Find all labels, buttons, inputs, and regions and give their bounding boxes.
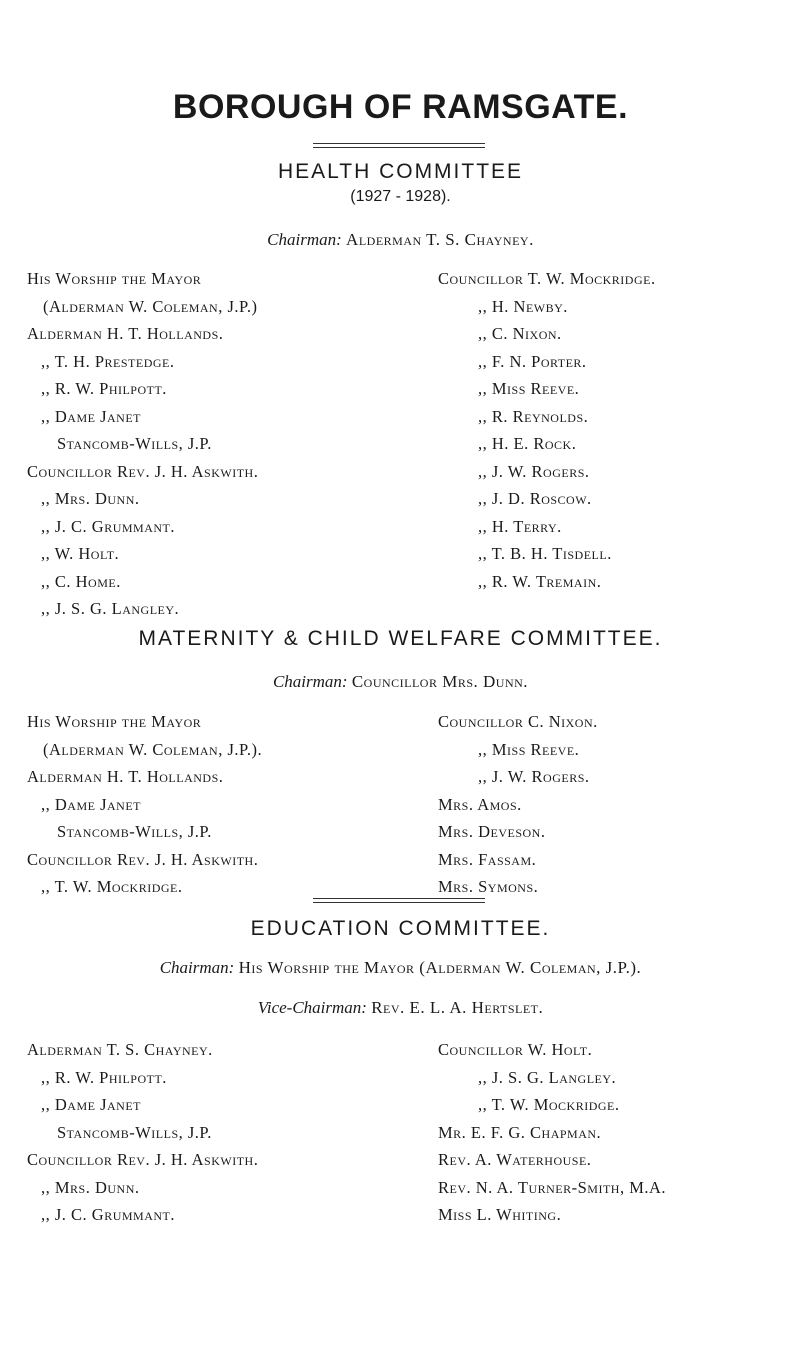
member-entry: ,, R. W. Philpott.	[41, 1067, 167, 1087]
member-entry: Mrs. Amos.	[438, 794, 522, 814]
member-entry: ,, T. B. H. Tisdell.	[478, 544, 612, 563]
chairman-label: Chairman:	[272, 672, 348, 691]
health-committee-years: (1927 - 1928).	[350, 188, 451, 205]
education-committee-heading: EDUCATION COMMITTEE.	[250, 917, 551, 940]
member-entry: (Alderman W. Coleman, J.P.).	[43, 739, 263, 759]
maternity-committee-chairman	[0, 672, 801, 692]
member-entry: ,, T. W. Mockridge.	[41, 877, 183, 896]
member-entry: ,, T. H. Prestedge.	[41, 351, 175, 371]
education-members-right	[438, 1036, 798, 1229]
member-entry: ,, Dame Janet	[41, 406, 141, 426]
member-entry: ,, H. Terry.	[478, 516, 562, 536]
member-entry: Rev. A. Waterhouse.	[438, 1150, 592, 1169]
member-entry: ,, Dame Janet	[41, 794, 141, 814]
vice-chairman-label: Vice-Chairman:	[257, 998, 367, 1017]
member-entry: Mrs. Symons.	[438, 877, 539, 896]
member-entry: ,, R. W. Tremain.	[478, 571, 602, 591]
member-entry: ,, J. D. Roscow.	[478, 489, 592, 508]
chairman-label: Chairman:	[267, 230, 342, 249]
maternity-members-left	[27, 708, 387, 901]
member-entry: Mrs. Deveson.	[438, 822, 546, 841]
member-entry: Stancomb-Wills, J.P.	[57, 434, 212, 453]
member-entry: ,, Dame Janet	[41, 1095, 141, 1114]
member-entry: ,, C. Home.	[41, 571, 121, 591]
member-entry: ,, J. W. Rogers.	[478, 461, 590, 481]
member-entry: Stancomb-Wills, J.P.	[57, 822, 212, 841]
member-entry: Councillor W. Holt.	[438, 1040, 593, 1059]
member-entry: Alderman T. S. Chayney.	[27, 1040, 213, 1059]
education-committee-vice-chairman	[0, 998, 801, 1018]
member-entry: Stancomb-Wills, J.P.	[57, 1122, 212, 1142]
member-entry: His Worship the Mayor	[27, 712, 202, 731]
member-entry: ,, J. C. Grummant.	[41, 516, 176, 536]
member-entry: (Alderman W. Coleman, J.P.)	[43, 296, 258, 316]
member-entry: ,, W. Holt.	[41, 544, 120, 563]
member-entry: Alderman H. T. Hollands.	[27, 767, 224, 786]
member-entry: Mr. E. F. G. Chapman.	[438, 1122, 602, 1142]
member-entry: Alderman H. T. Hollands.	[27, 324, 224, 343]
member-entry: Mrs. Fassam.	[438, 849, 537, 869]
member-entry: ,, R. Reynolds.	[478, 406, 589, 426]
vice-chairman-name: Rev. E. L. A. Hertslet.	[371, 998, 544, 1017]
member-entry: ,, R. W. Philpott.	[41, 379, 167, 398]
member-entry: ,, C. Nixon.	[478, 324, 562, 343]
member-entry: Rev. N. A. Turner-Smith, M.A.	[438, 1177, 667, 1197]
member-entry: Councillor Rev. J. H. Askwith.	[27, 849, 259, 869]
member-entry: ,, J. C. Grummant.	[41, 1205, 176, 1224]
chairman-name: Councillor Mrs. Dunn.	[351, 672, 529, 691]
page-title: BOROUGH OF RAMSGATE.	[172, 88, 629, 126]
member-entry: ,, Miss Reeve.	[478, 379, 580, 398]
member-entry: ,, Mrs. Dunn.	[41, 1177, 140, 1197]
member-entry: Councillor T. W. Mockridge.	[438, 269, 656, 288]
divider	[313, 898, 485, 903]
member-entry: ,, J. W. Rogers.	[478, 767, 590, 786]
chairman-name: His Worship the Mayor (Alderman W. Coleman, J.P.).	[238, 958, 642, 977]
member-entry: Councillor C. Nixon.	[438, 712, 598, 731]
member-entry: ,, H. E. Rock.	[478, 434, 577, 453]
member-entry: Councillor Rev. J. H. Askwith.	[27, 461, 259, 481]
member-entry: ,, H. Newby.	[478, 296, 568, 316]
education-committee-chairman	[0, 958, 801, 978]
member-entry: His Worship the Mayor	[27, 269, 202, 288]
member-entry: ,, J. S. G. Langley.	[41, 599, 180, 618]
member-entry: ,, J. S. G. Langley.	[478, 1067, 617, 1087]
member-entry: Miss L. Whiting.	[438, 1205, 562, 1224]
education-members-left	[27, 1036, 387, 1229]
divider	[313, 143, 485, 148]
member-entry: ,, Mrs. Dunn.	[41, 489, 140, 508]
maternity-committee-heading: MATERNITY & CHILD WELFARE COMMITTEE.	[138, 627, 663, 650]
member-entry: Councillor Rev. J. H. Askwith.	[27, 1150, 259, 1169]
maternity-members-right	[438, 708, 798, 901]
chairman-name: Alderman T. S. Chayney.	[346, 230, 534, 249]
health-committee-heading: HEALTH COMMITTEE	[277, 160, 524, 183]
member-entry: ,, F. N. Porter.	[478, 351, 587, 371]
health-members-left	[27, 265, 387, 623]
chairman-label: Chairman:	[159, 958, 235, 977]
health-members-right	[438, 265, 798, 595]
health-committee-chairman	[0, 230, 801, 250]
member-entry: ,, T. W. Mockridge.	[478, 1095, 620, 1114]
member-entry: ,, Miss Reeve.	[478, 739, 580, 759]
